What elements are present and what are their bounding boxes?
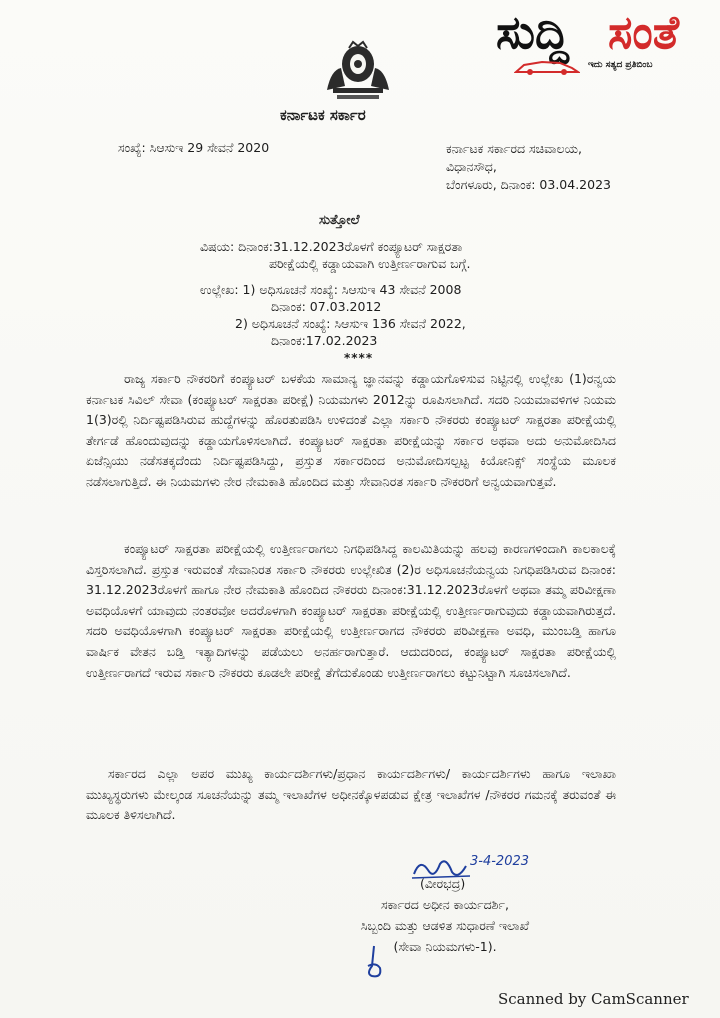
- paragraph-text: ಸರ್ಕಾರದ ಎಲ್ಲಾ ಅಪರ ಮುಖ್ಯ ಕಾರ್ಯದರ್ಶಿಗಳು/ಪ್ರಧಾನ ಕಾರ್ಯದರ್ಶಿಗಳು/ ಕಾರ್ಯದರ್ಶಿಗಳು ಹಾಗೂ ಇಲಾಖಾ ಮುಖ್ಯಸ್ಥರುಗಳು ಮೇಲ್ಕಂಡ ಸೂಚನೆಯನ್ನು ತಮ್ಮ ಇಲಾಖೆಗಳ ಅಧೀನಕ್ಕೊಳಪಡುವ ಕ್ಷೇತ್ರ ಇಲಾಖೆಗಳ /ನೌಕರರ ಗಮನಕ್ಕೆ ತರುವಂತೆ ಈ ಮೂಲಕ ತಿಳಿಸಲಾಗಿದೆ.: [86, 766, 616, 823]
- designation-line: (ಸೇವಾ ನಿಯಮಗಳು-1).: [393, 939, 497, 954]
- reference-line: ದಿನಾಂಕ:17.02.2023: [271, 333, 378, 348]
- section-separator: ****: [344, 351, 374, 365]
- scanner-watermark: Scanned by CamScanner: [498, 990, 689, 1008]
- government-title: ಕರ್ನಾಟಕ ಸರ್ಕಾರ: [280, 106, 366, 124]
- state-emblem-icon: [323, 40, 393, 102]
- references-block: [200, 281, 466, 349]
- signature-date: 3-4-2023: [470, 854, 530, 869]
- office-date-line: ಬೆಂಗಳೂರು, ದಿನಾಂಕ: 03.04.2023: [446, 177, 611, 192]
- reference-number: ಸಂಖ್ಯೆ: ಸಿಆಸುಇ 29 ಸೇವನೆ 2020: [118, 140, 270, 155]
- subject-block: [200, 238, 471, 272]
- circular-heading: ಸುತ್ತೋಲೆ: [319, 213, 360, 228]
- subject-line: ಪರೀಕ್ಷೆಯಲ್ಲಿ ಕಡ್ಡಾಯವಾಗಿ ಉತ್ತೀರ್ಣರಾಗುವ ಬಗ್ಗೆ.: [269, 256, 471, 271]
- masthead-tagline: ಇದು ಸತ್ಯದ ಪ್ರತಿಬಿಂಬ: [588, 60, 653, 70]
- masthead-left-word: ಸುದ್ದಿ: [496, 5, 569, 59]
- office-address: [446, 140, 611, 194]
- masthead-right-word: ಸಂತೆ: [608, 5, 680, 59]
- office-line: ವಿಧಾನಸೌಧ,: [446, 159, 497, 174]
- reference-line: ದಿನಾಂಕ: 07.03.2012: [271, 299, 382, 314]
- body-paragraph-3: [86, 764, 616, 826]
- body-paragraph-1: [86, 369, 616, 493]
- handwritten-initials: [360, 944, 390, 980]
- signer-name: (ವೀರಭದ್ರ): [420, 876, 466, 891]
- reference-line: 2) ಅಧಿಸೂಚನೆ ಸಂಖ್ಯೆ: ಸಿಆಸುಇ 136 ಸೇವನೆ 2022,: [235, 316, 466, 331]
- paragraph-text: ರಾಜ್ಯ ಸರ್ಕಾರಿ ನೌಕರರಿಗೆ ಕಂಪ್ಯೂಟರ್ ಬಳಕೆಯ ಸಾಮಾನ್ಯ ಜ್ಞಾನವನ್ನು ಕಡ್ಡಾಯಗೊಳಿಸುವ ನಿಟ್ಟಿನಲ್ಲಿ ಉಲ್ಲೇಖ (1)ರನ್ವಯ ಕರ್ನಾಟಕ ಸಿವಿಲ್ ಸೇವಾ (ಕಂಪ್ಯೂಟರ್ ಸಾಕ್ಷರತಾ ಪರೀಕ್ಷೆ) ನಿಯಮಗಳು 2012ನ್ನು ರೂಪಿಸಲಾಗಿದೆ. ಸದರಿ ನಿಯಮಾವಳಿಗಳ ನಿಯಮ 1(3)ರಲ್ಲಿ ನಿರ್ದಿಷ್ಟಪಡಿಸಿರುವ ಹುದ್ದೆಗಳನ್ನು ಹೊರತುಪಡಿಸಿ ಉಳಿದಂತೆ ಎಲ್ಲಾ ಸರ್ಕಾರಿ ನೌಕರರು ಕಂಪ್ಯೂಟರ್ ಸಾಕ್ಷರತಾ ಪರೀಕ್ಷೆಯಲ್ಲಿ ತೇರ್ಗಡೆ ಹೊಂದುವುದನ್ನು ಕಡ್ಡಾಯಗೊಳಿಸಲಾಗಿದೆ. ಕಂಪ್ಯೂಟರ್ ಸಾಕ್ಷರತಾ ಪರೀಕ್ಷೆಯನ್ನು ಸರ್ಕಾರ ಅಥವಾ ಅದು ಅನುಮೋದಿಸಿದ ಏಜೆನ್ಸಿಯು ನಡೆಸತಕ್ಕದೆಂದು ನಿರ್ದಿಷ್ಟಪಡಿಸಿದ್ದು, ಪ್ರಸ್ತುತ ಸರ್ಕಾರದಿಂದ ಅನುಮೋದಿಸಲ್ಪಟ್ಟ ಕಿಯೋನಿಕ್ಸ್ ಸಂಸ್ಥೆಯ ಮೂಲಕ ನಡೆಸಲಾಗುತ್ತಿದೆ. ಈ ನಿಯಮಗಳು ನೇರ ನೇಮಕಾತಿ ಹೊಂದಿದ ಮತ್ತು ಸೇವಾನಿರತ ಸರ್ಕಾರಿ ನೌಕರರಿಗೆ ಅನ್ವಯವಾಗುತ್ತವೆ.: [86, 371, 616, 489]
- body-paragraph-2: [86, 539, 616, 683]
- reference-line: ಉಲ್ಲೇಖ: 1) ಅಧಿಸೂಚನೆ ಸಂಖ್ಯೆ: ಸಿಆಸುಇ 43 ಸೇವನೆ 2008: [200, 282, 462, 297]
- paragraph-text: ಕಂಪ್ಯೂಟರ್ ಸಾಕ್ಷರತಾ ಪರೀಕ್ಷೆಯಲ್ಲಿ ಉತ್ತೀರ್ಣರಾಗಲು ನಿಗಧಿಪಡಿಸಿದ್ದ ಕಾಲಮಿತಿಯನ್ನು ಹಲವು ಕಾರಣಗಳಿಂದಾಗಿ ಕಾಲಕಾಲಕ್ಕೆ ವಿಸ್ತರಿಸಲಾಗಿದೆ. ಪ್ರಸ್ತುತ ಇರುವಂತೆ ಸೇವಾನಿರತ ಸರ್ಕಾರಿ ನೌಕರರು ಉಲ್ಲೇಖಿತ (2)ರ ಅಧಿಸೂಚನೆಯನ್ವಯ ನಿಗಧಿಪಡಿಸಿರುವ ದಿನಾಂಕ: 31.12.2023ರೊಳಗೆ ಹಾಗೂ ನೇರ ನೇಮಕಾತಿ ಹೊಂದಿದ ನೌಕರರು ದಿನಾಂಕ:31.12.2023ರೊಳಗೆ ಅಥವಾ ತಮ್ಮ ಪರಿವೀಕ್ಷಣಾ ಅವಧಿಯೊಳಗೆ ಯಾವುದು ನಂತರವೋ ಅದರೊಳಗಾಗಿ ಕಂಪ್ಯೂಟರ್ ಸಾಕ್ಷರತಾ ಪರೀಕ್ಷೆಯಲ್ಲಿ ಉತ್ತೀರ್ಣರಾಗುವುದು ಕಡ್ಡಾಯವಾಗಿರುತ್ತದೆ. ಸದರಿ ಅವಧಿಯೊಳಗಾಗಿ ಕಂಪ್ಯೂಟರ್ ಸಾಕ್ಷರತಾ ಪರೀಕ್ಷೆಯಲ್ಲಿ ಉತ್ತೀರ್ಣರಾಗದ ನೌಕರರು ಪರಿವೀಕ್ಷಣಾ ಅವಧಿ, ಮುಂಬಡ್ತಿ ಹಾಗೂ ವಾರ್ಷಿಕ ವೇತನ ಬಡ್ತಿ ಇತ್ಯಾದಿಗಳನ್ನು ಪಡೆಯಲು ಅನರ್ಹರಾಗುತ್ತಾರೆ. ಆದುದರಿಂದ, ಕಂಪ್ಯೂಟರ್ ಸಾಕ್ಷರತಾ ಪರೀಕ್ಷೆಯಲ್ಲಿ ಉತ್ತೀರ್ಣರಾಗದೆ ಇರುವ ಸರ್ಕಾರಿ ನೌಕರರು ಕೂಡಲೇ ಪರೀಕ್ಷೆ ತೆಗೆದುಕೊಂಡು ಉತ್ತೀರ್ಣರಾಗಲು ಕಟ್ಟುನಿಟ್ಟಾಗಿ ಸೂಚಿಸಲಾಗಿದೆ.: [86, 541, 616, 680]
- office-line: ಕರ್ನಾಟಕ ಸರ್ಕಾರದ ಸಚಿವಾಲಯ,: [446, 141, 582, 156]
- designation-line: ಸಿಬ್ಬಂದಿ ಮತ್ತು ಆಡಳಿತ ಸುಧಾರಣೆ ಇಲಾಖೆ: [360, 918, 530, 933]
- news-masthead-logo: [492, 4, 712, 82]
- designation-line: ಸರ್ಕಾರದ ಅಧೀನ ಕಾರ್ಯದರ್ಶಿ,: [381, 897, 509, 912]
- car-icon: [514, 58, 580, 76]
- subject-line: ವಿಷಯ: ದಿನಾಂಕ:31.12.2023ರೊಳಗೆ ಕಂಪ್ಯೂಟರ್ ಸಾಕ್ಷರತಾ: [200, 239, 463, 254]
